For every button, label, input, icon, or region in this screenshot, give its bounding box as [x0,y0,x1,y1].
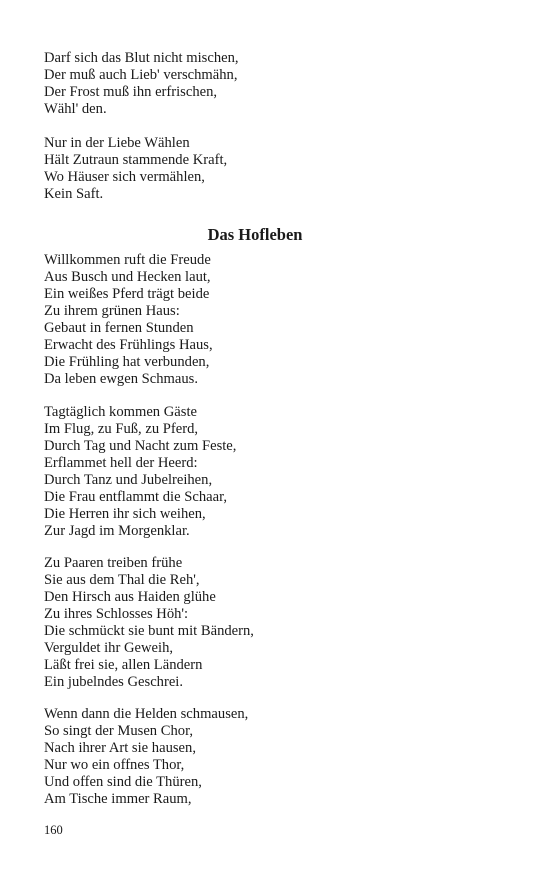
page-number: 160 [44,823,63,837]
verse-line: Die Herren ihr sich weihen, [44,506,206,522]
verse-line: Hält Zutraun stammende Kraft, [44,152,228,168]
verse-line: Der Frost muß ihn erfrischen, [44,84,218,100]
verse-line: Wo Häuser sich vermählen, [44,169,205,185]
verse-line: Erflammet hell der Heerd: [44,455,198,471]
verse-line: Gebaut in fernen Stunden [44,320,194,336]
verse-line: Der muß auch Lieb' verschmähn, [44,67,238,83]
verse-line: Da leben ewgen Schmaus. [44,371,198,387]
poem-title: Das Hofleben [207,225,303,244]
stanza-prev-2 [44,135,227,203]
stanza-prev-1 [44,50,239,118]
verse-line: Sie aus dem Thal die Reh', [44,572,200,588]
verse-line: Den Hirsch aus Haiden glühe [44,589,216,605]
verse-line: Die Frühling hat verbunden, [44,354,210,370]
verse-line: Erwacht des Frühlings Haus, [44,337,213,353]
verse-line: Zur Jagd im Morgenklar. [44,523,190,539]
stanza-2 [44,404,236,540]
stanza-4 [44,706,248,808]
verse-line: Tagtäglich kommen Gäste [44,404,197,420]
verse-line: Die Frau entflammt die Schaar, [44,489,227,505]
verse-line: Zu ihres Schlosses Höh': [44,606,189,622]
verse-line: So singt der Musen Chor, [44,723,194,739]
verse-line: Die schmückt sie bunt mit Bändern, [44,623,254,639]
verse-line: Verguldet ihr Geweih, [44,640,174,656]
verse-line: Und offen sind die Thüren, [44,774,202,790]
verse-line: Darf sich das Blut nicht mischen, [44,50,239,66]
verse-line: Im Flug, zu Fuß, zu Pferd, [44,421,199,437]
verse-line: Nur wo ein offnes Thor, [44,757,185,773]
verse-line: Ein weißes Pferd trägt beide [44,286,210,302]
verse-line: Zu Paaren treiben frühe [44,555,183,571]
verse-line: Nur in der Liebe Wählen [44,135,190,151]
verse-line: Ein jubelndes Geschrei. [44,674,184,690]
verse-line: Durch Tanz und Jubelreihen, [44,472,213,488]
stanza-3 [44,555,254,691]
verse-line: Nach ihrer Art sie hausen, [44,740,196,756]
verse-line: Zu ihrem grünen Haus: [44,303,180,319]
stanza-1 [44,252,213,388]
verse-line: Wähl' den. [44,101,107,117]
verse-line: Wenn dann die Helden schmausen, [44,706,249,722]
verse-line: Am Tische immer Raum, [44,791,192,807]
verse-line: Aus Busch und Hecken laut, [44,269,211,285]
verse-line: Kein Saft. [44,186,104,202]
verse-line: Durch Tag und Nacht zum Feste, [44,438,237,454]
verse-line: Läßt frei sie, allen Ländern [44,657,203,673]
verse-line: Willkommen ruft die Freude [44,252,211,268]
